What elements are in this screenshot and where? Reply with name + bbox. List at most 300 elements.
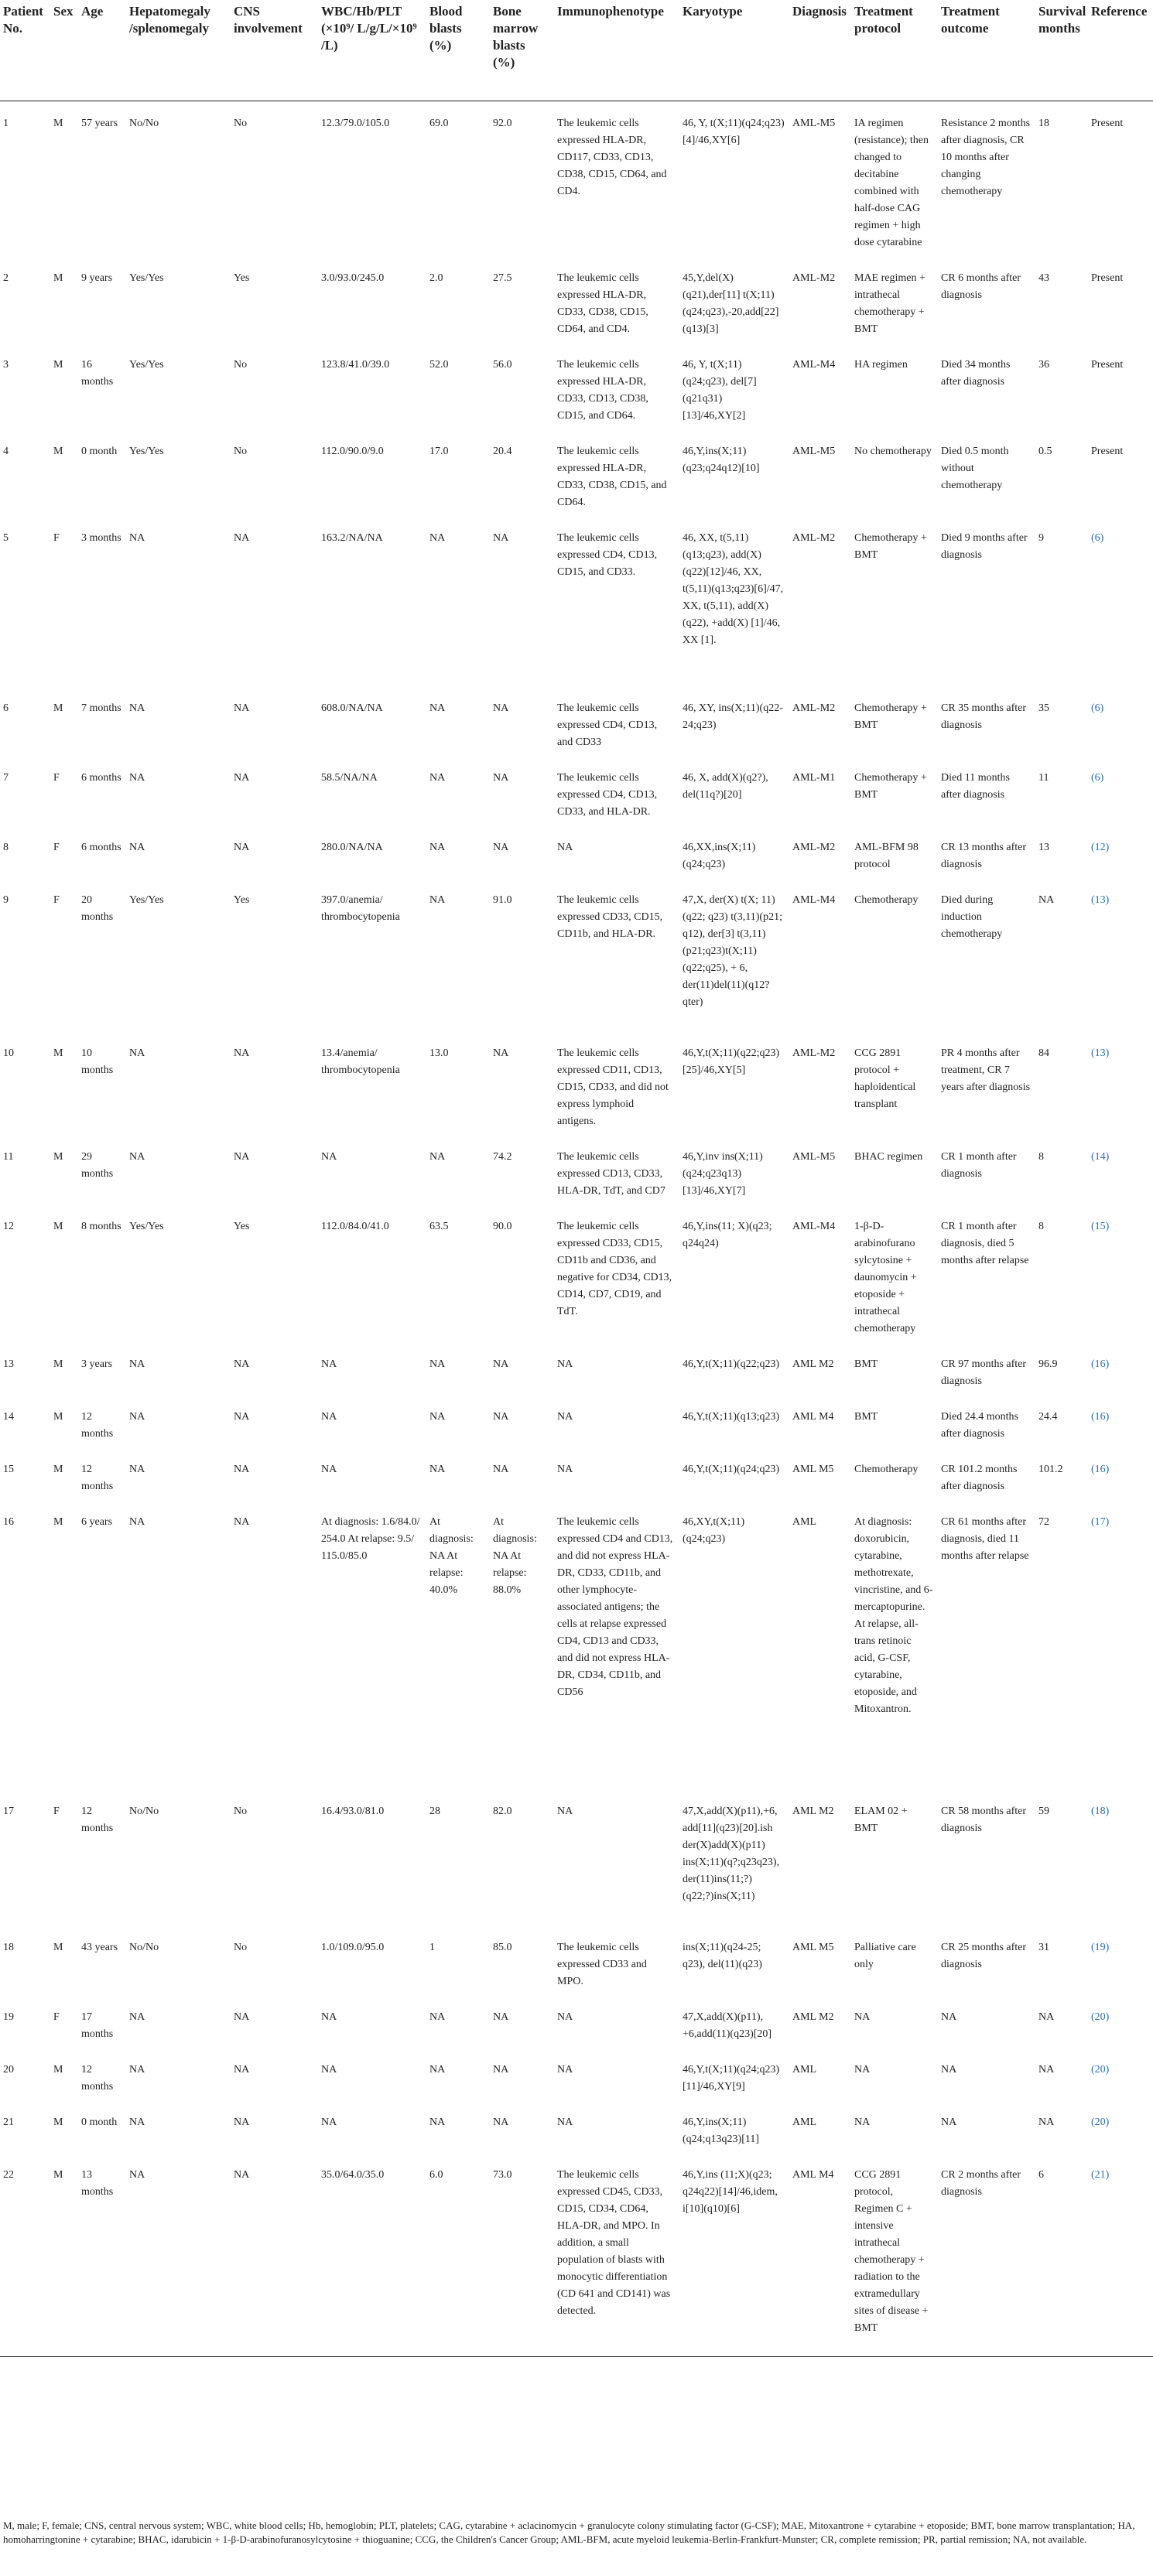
table-row <box>0 1925 1153 1995</box>
table-cell: NA <box>129 702 145 714</box>
table-row <box>0 516 1153 686</box>
table-cell: NA <box>1038 2011 1055 2023</box>
table-row <box>0 756 1153 825</box>
table-cell: 6.0 <box>429 2168 443 2181</box>
table-cell: AML M2 <box>792 1805 834 1817</box>
table-cell: NA <box>234 2116 250 2128</box>
table-cell: 43 <box>1038 272 1049 284</box>
table-cell: 36 <box>1038 358 1049 371</box>
table-cell: Chemotherapy + BMT <box>854 771 927 801</box>
table-cell: 2 <box>3 272 9 284</box>
table-cell: 56.0 <box>493 358 512 371</box>
table-cell: 46, XX, t(5,11)(q13;q23), add(X)(q22)[12]/46, XX, t(5,11)(q13;q23)[6]/47, XX, t(5,11), add(X)(q22), +add(X) [1]/46, XX [1]. <box>683 531 784 646</box>
table-cell: NA <box>1038 2116 1055 2128</box>
table-cell: The leukemic cells expressed HLA-DR, CD33, CD38, CD15, and CD64. <box>557 445 667 508</box>
table-cell: Yes <box>234 272 250 284</box>
table-cell: At diagnosis: NA At relapse: 40.0% <box>429 1515 474 1596</box>
table-cell: AML-M2 <box>792 272 836 284</box>
reference-link[interactable]: (6) <box>1091 702 1104 714</box>
table-cell: 46,XX,ins(X;11)(q24;q23) <box>683 841 756 870</box>
table-cell: 46, Y, t(X;11)(q24;q23), del[7](q21q31)[13]/46,XY[2] <box>683 358 757 422</box>
table-cell: 46,Y,t(X;11)(q13;q23) <box>683 1410 780 1423</box>
table-cell: At diagnosis: NA At relapse: 88.0% <box>493 1515 537 1596</box>
table-cell: No/No <box>129 1941 159 1953</box>
table-cell: M <box>53 445 63 457</box>
table-cell: NA <box>129 1358 145 1370</box>
reference-link[interactable]: (6) <box>1091 531 1104 544</box>
table-cell: CR 1 month after diagnosis <box>941 1150 1017 1180</box>
table-cell: Died 34 months after diagnosis <box>941 358 1011 388</box>
table-cell: 46,XY,t(X;11)(q24;q23) <box>683 1515 745 1545</box>
table-cell: NA <box>557 2063 573 2075</box>
table-cell: Palliative care only <box>854 1941 916 1970</box>
column-header: Karyotype <box>683 4 743 19</box>
reference-link[interactable]: (14) <box>1091 1150 1110 1163</box>
table-cell: 46,Y,ins(X;11)(q24;q13q23)[11] <box>683 2116 760 2145</box>
table-cell: 69.0 <box>429 117 449 129</box>
table-cell: CCG 2891 protocol, Regimen C + intensive intrathecal chemotherapy + radiation to the extramedullary sites of disease + BMT <box>854 2168 929 2334</box>
column-header: Treatment outcome <box>941 4 1000 36</box>
table-cell: 46, Y, t(X;11)(q24;q23)[4]/46,XY[6] <box>683 117 785 146</box>
table-cell: 3 <box>3 358 9 371</box>
table-cell: 10 months <box>81 1047 114 1076</box>
table-cell: NA <box>429 2116 446 2128</box>
table-cell: 2.0 <box>429 272 443 284</box>
table-cell: NA <box>557 2116 573 2128</box>
table-cell: Yes <box>234 1220 250 1232</box>
table-cell: No <box>234 1805 248 1817</box>
table-cell: 13 <box>3 1358 14 1370</box>
table-cell: F <box>53 1805 60 1817</box>
reference-link[interactable]: (16) <box>1091 1463 1110 1475</box>
table-cell: 280.0/NA/NA <box>321 841 383 853</box>
table-cell: 47,X,add(X)(p11), +6,add(11)(q23)[20] <box>683 2011 772 2040</box>
table-cell: 13 months <box>81 2168 114 2198</box>
table-cell: AML M5 <box>792 1941 834 1953</box>
table-cell: NA <box>429 771 446 784</box>
table-cell: AML-M2 <box>792 1047 836 1059</box>
table-cell: MAE regimen + intrathecal chemotherapy + BMT <box>854 272 925 335</box>
table-cell: 5 <box>3 531 9 544</box>
table-cell: 72 <box>1038 1515 1049 1528</box>
table-cell: 12 months <box>81 1410 114 1440</box>
table-cell: 6 months <box>81 771 121 784</box>
column-header: Reference <box>1091 4 1148 19</box>
table-cell: M <box>53 1410 63 1423</box>
table-footnote: M, male; F, female; CNS, central nervous system; WBC, white blood cells; Hb, hemoglobin; PLT, platelets; CAG, cytarabine + aclacinomycin + granulocyte colony stimulating factor (G-CSF); MAE, Mitoxantrone + cytarabine + etoposide; BMT, bone marrow transplantation; HA, homoharringtonine + cytarabine; BHAC, idarubicin + 1-β-D-arabinofuranosylcytosine + thioguanine; CCG, the Children's Cancer Group; AML-BFM, acute myeloid leukemia-Berlin-Frankfurt-Munster; CR, complete remission; PR, partial remission; NA, not available. <box>3 2520 1135 2545</box>
reference-link[interactable]: (17) <box>1091 1515 1110 1528</box>
reference-link[interactable]: (20) <box>1091 2116 1110 2128</box>
table-cell: 92.0 <box>493 117 512 129</box>
table-cell: AML M2 <box>792 2011 834 2023</box>
table-cell: The leukemic cells expressed HLA-DR, CD33, CD13, CD38, CD15, and CD64. <box>557 358 648 422</box>
table-cell: 1.0/109.0/95.0 <box>321 1941 385 1953</box>
table-cell: NA <box>493 2063 509 2075</box>
table-cell: NA <box>429 531 446 544</box>
table-cell: No/No <box>129 1805 159 1817</box>
table-cell: The leukemic cells expressed CD4, CD13, and CD33 <box>557 702 658 748</box>
table-cell: 12 months <box>81 2063 114 2093</box>
table-cell: Yes/Yes <box>129 358 164 371</box>
reference-link[interactable]: (18) <box>1091 1805 1110 1817</box>
table-cell: The leukemic cells expressed CD4, CD13, CD15, and CD33. <box>557 531 658 578</box>
table-cell: 8 <box>1038 1150 1044 1163</box>
table-cell: 12 months <box>81 1463 114 1492</box>
table-cell: PR 4 months after treatment, CR 7 years after diagnosis <box>941 1047 1031 1093</box>
table-cell: NA <box>429 2063 446 2075</box>
table-row <box>0 825 1153 878</box>
table-cell: No/No <box>129 117 159 129</box>
table-cell: 46,Y,inv ins(X;11)(q24;q23q13)[13]/46,XY[7] <box>683 1150 763 1197</box>
table-cell: NA <box>557 1358 573 1370</box>
column-header: Patient No. <box>3 4 43 36</box>
table-cell: 6 months <box>81 841 121 853</box>
table-cell: Died 9 months after diagnosis <box>941 531 1028 561</box>
table-cell: 84 <box>1038 1047 1049 1059</box>
table-cell: AML-M4 <box>792 1220 836 1232</box>
table-cell: 90.0 <box>493 1220 512 1232</box>
table-cell: NA <box>493 2116 509 2128</box>
table-cell: BHAC regimen <box>854 1150 923 1163</box>
table-row <box>0 2100 1153 2153</box>
table-cell: NA <box>129 2116 145 2128</box>
table-cell: 46,Y,ins(11; X)(q23; q24q24) <box>683 1220 772 1249</box>
reference-link[interactable]: (20) <box>1091 2063 1110 2075</box>
table-cell: 11 <box>3 1150 14 1163</box>
table-cell: 12 months <box>81 1805 114 1834</box>
table-cell: The leukemic cells expressed HLA-DR, CD33, CD38, CD15, CD64, and CD4. <box>557 272 648 335</box>
table-cell: 112.0/84.0/41.0 <box>321 1220 389 1232</box>
table-cell: 3 months <box>81 531 121 544</box>
table-cell: No <box>234 117 248 129</box>
table-cell: NA <box>493 841 509 853</box>
table-cell: 27.5 <box>493 272 512 284</box>
table-cell: 46,Y,t(X;11)(q24;q23) <box>683 1463 780 1475</box>
table-cell: AML-BFM 98 protocol <box>854 841 919 870</box>
table-cell: BMT <box>854 1410 878 1423</box>
table-cell: BMT <box>854 1358 878 1370</box>
table-row <box>0 1135 1153 1204</box>
table-cell: Present <box>1091 445 1124 457</box>
table-cell: NA <box>854 2116 871 2128</box>
table-cell: NA <box>321 1150 337 1163</box>
table-cell: No <box>234 358 248 371</box>
column-header: Sex <box>53 4 74 19</box>
table-cell: NA <box>1038 893 1055 906</box>
reference-link[interactable]: (13) <box>1091 893 1110 906</box>
table-cell: F <box>53 841 60 853</box>
table-cell: NA <box>493 702 509 714</box>
reference-link[interactable]: (16) <box>1091 1410 1110 1423</box>
column-header: WBC/Hb/PLT (×10⁹/ L/g/L/×10⁹ /L) <box>321 4 417 53</box>
table-row <box>0 1500 1153 1789</box>
table-cell: Chemotherapy <box>854 1463 919 1475</box>
table-cell: 28 <box>429 1805 440 1817</box>
table-cell: AML M5 <box>792 1463 834 1475</box>
table-cell: NA <box>557 2011 573 2023</box>
table-cell: 9 <box>1038 531 1044 544</box>
table-cell: Died 11 months after diagnosis <box>941 771 1010 801</box>
table-cell: Yes/Yes <box>129 445 164 457</box>
table-cell: 10 <box>3 1047 14 1059</box>
table-cell: The leukemic cells expressed CD13, CD33, HLA-DR, TdT, and CD7 <box>557 1150 665 1197</box>
table-cell: NA <box>854 2063 871 2075</box>
table-cell: 96.9 <box>1038 1358 1058 1370</box>
table-cell: 101.2 <box>1038 1463 1063 1475</box>
table-cell: 29 months <box>81 1150 114 1180</box>
table-row <box>0 2048 1153 2100</box>
table-cell: 46, XY, ins(X;11)(q22-24;q23) <box>683 702 783 731</box>
table-cell: 8 <box>3 841 9 853</box>
table-cell: HA regimen <box>854 358 908 371</box>
table-cell: Resistance 2 months after diagnosis, CR 10 months after changing chemotherapy <box>941 117 1031 197</box>
table-cell: 20.4 <box>493 445 512 457</box>
table-cell: 35.0/64.0/35.0 <box>321 2168 385 2181</box>
reference-link[interactable]: (13) <box>1091 1047 1110 1059</box>
table-cell: 14 <box>3 1410 14 1423</box>
table-cell: NA <box>234 1515 250 1528</box>
table-cell: NA <box>429 1358 446 1370</box>
table-cell: NA <box>129 2011 145 2023</box>
reference-link[interactable]: (6) <box>1091 771 1104 784</box>
table-cell: NA <box>129 2063 145 2075</box>
table-cell: NA <box>321 2011 337 2023</box>
table-cell: 163.2/NA/NA <box>321 531 383 544</box>
table-cell: AML-M4 <box>792 358 836 371</box>
table-cell: M <box>53 117 63 129</box>
table-cell: 20 <box>3 2063 14 2075</box>
table-cell: NA <box>493 1410 509 1423</box>
table-cell: At diagnosis: doxorubicin, cytarabine, methotrexate, vincristine, and 6-mercaptopurine. At relapse, all-trans retinoic acid, G-CSF, cytarabine, etoposide, and Mitoxantron. <box>854 1515 933 1715</box>
table-cell: IA regimen (resistance); then changed to decitabine combined with half-dose CAG regimen + high dose cytarabine <box>854 117 929 248</box>
table-cell: NA <box>941 2063 957 2075</box>
table-cell: ins(X;11)(q24-25; q23), del(11)(q23) <box>683 1941 762 1970</box>
table-row <box>0 1789 1153 1925</box>
table-cell: F <box>53 2011 60 2023</box>
table-cell: NA <box>429 841 446 853</box>
table-cell: 20 months <box>81 893 114 923</box>
table-cell: NA <box>557 841 573 853</box>
table-cell: M <box>53 1220 63 1232</box>
table-cell: 0.5 <box>1038 445 1052 457</box>
table-row <box>0 101 1153 256</box>
column-header: Survival months <box>1038 4 1086 36</box>
table-cell: The leukemic cells expressed CD11, CD13, CD15, CD33, and did not express lymphoid antigens. <box>557 1047 669 1127</box>
column-header: CNS involvement <box>234 4 303 36</box>
table-cell: 85.0 <box>493 1941 512 1953</box>
table-cell: 112.0/90.0/9.0 <box>321 445 384 457</box>
reference-link[interactable]: (20) <box>1091 2011 1110 2023</box>
table-cell: NA <box>557 1463 573 1475</box>
table-cell: NA <box>129 1150 145 1163</box>
table-cell: No <box>234 1941 248 1953</box>
table-cell: NA <box>429 1150 446 1163</box>
table-cell: NA <box>321 1358 337 1370</box>
table-cell: 12.3/79.0/105.0 <box>321 117 390 129</box>
table-cell: AML <box>792 1515 817 1528</box>
table-cell: 19 <box>3 2011 14 2023</box>
table-cell: 13.0 <box>429 1047 449 1059</box>
table-cell: Yes/Yes <box>129 893 164 906</box>
table-cell: AML-M5 <box>792 1150 836 1163</box>
table-cell: 0 month <box>81 445 118 457</box>
table-cell: F <box>53 771 60 784</box>
table-cell: 58.5/NA/NA <box>321 771 378 784</box>
table-cell: F <box>53 531 60 544</box>
table-row <box>0 1342 1153 1395</box>
table-cell: NA <box>129 2168 145 2181</box>
table-cell: AML M2 <box>792 1358 834 1370</box>
table-cell: NA <box>234 1463 250 1475</box>
table-cell: AML M4 <box>792 2168 834 2181</box>
table-cell: 11 <box>1038 771 1049 784</box>
table-cell: 18 <box>3 1941 14 1953</box>
table-row <box>0 1995 1153 2048</box>
table-cell: NA <box>493 1463 509 1475</box>
table-cell: 8 months <box>81 1220 121 1232</box>
table-cell: 0 month <box>81 2116 118 2128</box>
table-cell: CR 101.2 months after diagnosis <box>941 1463 1018 1492</box>
table-cell: AML <box>792 2063 817 2075</box>
table-cell: CCG 2891 protocol + haploidentical transplant <box>854 1047 916 1110</box>
table-row <box>0 1447 1153 1500</box>
table-cell: 43 years <box>81 1941 118 1953</box>
table-cell: NA <box>493 531 509 544</box>
reference-link[interactable]: (15) <box>1091 1220 1110 1232</box>
table-cell: NA <box>321 1410 337 1423</box>
table-cell: 1-β-D-arabinofurano sylcytosine + daunomycin + etoposide + intrathecal chemotherapy <box>854 1220 917 1334</box>
table-cell: NA <box>129 1463 145 1475</box>
table-cell: Present <box>1091 117 1124 129</box>
table-cell: 59 <box>1038 1805 1049 1817</box>
table-cell: Chemotherapy + BMT <box>854 702 927 731</box>
table-cell: CR 61 months after diagnosis, died 11 months after relapse <box>941 1515 1029 1562</box>
table-cell: NA <box>557 1805 573 1817</box>
table-cell: NA <box>854 2011 871 2023</box>
table-cell: M <box>53 1358 63 1370</box>
reference-link[interactable]: (16) <box>1091 1358 1110 1370</box>
table-cell: NA <box>234 841 250 853</box>
table-cell: 47,X,add(X)(p11),+6, add[11](q23)[20].ish der(X)add(X)(p11) ins(X;11)(q?;q23q23), der(11)ins(11;?)(q22;?)ins(X;11) <box>683 1805 780 1902</box>
table-cell: 13.4/anemia/ thrombocytopenia <box>321 1047 400 1076</box>
table-cell: NA <box>321 2063 337 2075</box>
table-cell: NA <box>429 2011 446 2023</box>
table-cell: Present <box>1091 358 1124 371</box>
table-cell: Present <box>1091 272 1124 284</box>
table-row <box>0 1031 1153 1135</box>
table-body <box>0 101 1153 2357</box>
table-cell: NA <box>234 2063 250 2075</box>
column-header: Age <box>81 4 104 19</box>
table-cell: 22 <box>3 2168 14 2181</box>
table-cell: 46,Y,ins(X;11)(q23;q24q12)[10] <box>683 445 760 474</box>
table-cell: NA <box>493 771 509 784</box>
table-cell: M <box>53 1047 63 1059</box>
table-cell: NA <box>429 702 446 714</box>
table-cell: 18 <box>1038 117 1049 129</box>
table-cell: M <box>53 358 63 371</box>
table-cell: 17 <box>3 1805 14 1817</box>
table-cell: 46,Y,t(X;11)(q24;q23)[11]/46,XY[9] <box>683 2063 780 2093</box>
table-cell: F <box>53 893 60 906</box>
table-cell: 46, X, add(X)(q2?), del(11q?)[20] <box>683 771 768 801</box>
table-cell: 1 <box>429 1941 435 1953</box>
table-cell: At diagnosis: 1.6/84.0/ 254.0 At relapse: 9.5/ 115.0/85.0 <box>321 1515 420 1562</box>
table-cell: NA <box>557 1410 573 1423</box>
table-cell: 63.5 <box>429 1220 449 1232</box>
table-cell: 74.2 <box>493 1150 512 1163</box>
table-cell: NA <box>429 1410 446 1423</box>
table-cell: NA <box>493 1047 509 1059</box>
reference-link[interactable]: (21) <box>1091 2168 1110 2181</box>
table-cell: Yes/Yes <box>129 272 164 284</box>
table-cell: 1 <box>3 117 9 129</box>
table-cell: 47,X, der(X) t(X; 11)(q22; q23) t(3,11)(p21; q12), der[3] t(3,11)(p21;q23)t(X;11)(q22;q25), + 6, der(11)del(11)(q12?qter) <box>683 893 782 1008</box>
table-cell: NA <box>234 1150 250 1163</box>
column-header: Bone marrow blasts (%) <box>493 4 539 70</box>
table-cell: 46,Y,t(X;11)(q22;q23)[25]/46,XY[5] <box>683 1047 780 1076</box>
table-cell: M <box>53 1150 63 1163</box>
table-cell: The leukemic cells expressed HLA-DR, CD117, CD33, CD13, CD38, CD15, CD64, and CD4. <box>557 117 667 197</box>
reference-link[interactable]: (19) <box>1091 1941 1110 1953</box>
column-header: Immunophenotype <box>557 4 664 19</box>
table-cell: NA <box>234 2011 250 2023</box>
table-cell: NA <box>234 531 250 544</box>
table-cell: 73.0 <box>493 2168 512 2181</box>
table-cell: CR 6 months after diagnosis <box>941 272 1021 301</box>
table-cell: NA <box>941 2011 957 2023</box>
table-cell: CR 25 months after diagnosis <box>941 1941 1027 1970</box>
table-cell: 15 <box>3 1463 14 1475</box>
table-cell: Died during induction chemotherapy <box>941 893 1003 940</box>
table-row <box>0 343 1153 429</box>
table-cell: 9 years <box>81 272 113 284</box>
table-cell: M <box>53 1515 63 1528</box>
column-header: Treatment protocol <box>854 4 913 36</box>
table-cell: Died 0.5 month without chemotherapy <box>941 445 1009 491</box>
column-header: Hepatomegaly /splenomegaly <box>129 4 210 36</box>
table-cell: AML-M5 <box>792 117 836 129</box>
table-row <box>0 878 1153 1031</box>
table-cell: CR 13 months after diagnosis <box>941 841 1027 870</box>
table-cell: NA <box>234 1358 250 1370</box>
table-cell: NA <box>1038 2063 1055 2075</box>
table-cell: M <box>53 272 63 284</box>
table-cell: No <box>234 445 248 457</box>
column-header: Blood blasts (%) <box>429 4 463 53</box>
table-cell: NA <box>234 771 250 784</box>
table-cell: 35 <box>1038 702 1049 714</box>
table-cell: 16 months <box>81 358 114 388</box>
table-row <box>0 2153 1153 2357</box>
table-cell: 608.0/NA/NA <box>321 702 383 714</box>
table-cell: CR 2 months after diagnosis <box>941 2168 1021 2198</box>
table-cell: 6 <box>1038 2168 1044 2181</box>
table-cell: M <box>53 2116 63 2128</box>
table-cell: 7 months <box>81 702 121 714</box>
table-cell: Chemotherapy + BMT <box>854 531 927 561</box>
table-cell: 7 <box>3 771 9 784</box>
table-cell: 4 <box>3 445 9 457</box>
table-cell: NA <box>129 771 145 784</box>
table-cell: 12 <box>3 1220 14 1232</box>
table-cell: Chemotherapy <box>854 893 919 906</box>
table-cell: M <box>53 1463 63 1475</box>
table-row <box>0 256 1153 343</box>
reference-link[interactable]: (12) <box>1091 841 1110 853</box>
table-cell: 8 <box>1038 1220 1044 1232</box>
table-cell: NA <box>234 1047 250 1059</box>
